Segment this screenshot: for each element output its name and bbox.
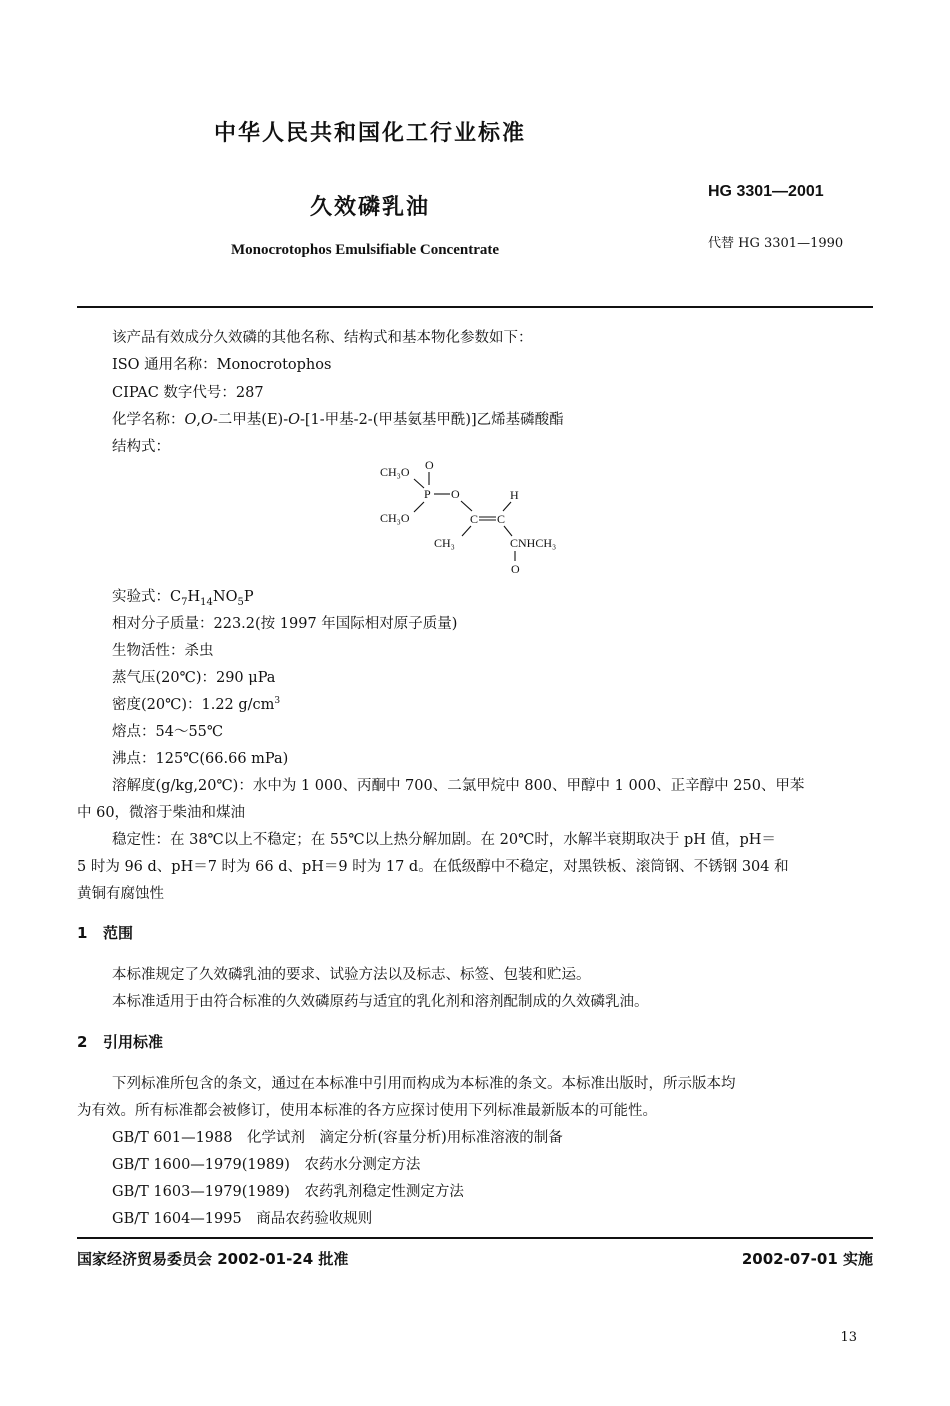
density: 密度(20℃)：1.22 $g/cm^3$ [112, 696, 281, 713]
structure-ch3: CH₃ [434, 536, 455, 550]
empirical-formula: 实验式：$C_7H_{14}NO_5P$ [112, 589, 254, 608]
footer-divider [77, 1237, 873, 1239]
cipac-code: CIPAC 数字代号：287 [112, 385, 264, 401]
stability-line-3: 黄铜有腐蚀性 [77, 886, 164, 902]
structure-o-top: O [425, 458, 434, 472]
industry-standard-title: 中华人民共和国化工行业标准 [213, 121, 526, 146]
structure-c1: C [470, 512, 479, 526]
structure-cnhch3: CNHCH₃ [510, 536, 557, 550]
structure-o-mid: O [451, 487, 460, 501]
structure-ch3o-bottom: CH₃O [380, 511, 410, 525]
section-1-heading: 1 范围 [77, 924, 134, 942]
document-title-en: Monocrotophos Emulsifiable Concentrate [230, 242, 500, 258]
structure-h: H [510, 488, 519, 502]
structure-bond-c-h [503, 502, 511, 511]
structure-c2: C [497, 512, 506, 526]
section-1-para-2: 本标准适用于由符合标准的久效磷原药与适宜的乳化剂和溶剂配制成的久效磷乳油。 [112, 994, 649, 1010]
structure-bond-c-ch3 [462, 526, 471, 536]
solubility-line-1: 溶解度(g/kg,20℃)：水中为 1 000、丙酮中 700、二氯甲烷中 800、甲醇中 1 000、正辛醇中 250、甲苯 [112, 778, 805, 794]
iso-common-name: ISO 通用名称：Monocrotophos [112, 357, 332, 373]
chemical-name: 化学名称：O,O-二甲基(E)-O-[1-甲基-2-(甲基氨基甲酰)]乙烯基磷酸酯 [112, 412, 564, 428]
section-2-heading: 2 引用标准 [77, 1033, 164, 1051]
approval-date: 国家经济贸易委员会 2002-01-24 批准 [77, 1250, 349, 1268]
intro-lead: 该产品有效成分久效磷的其他名称、结构式和基本物化参数如下： [112, 330, 533, 346]
reference-item: GB/T 1600—1979(1989) 农药水分测定方法 [112, 1157, 421, 1173]
structure-bond-o-c [461, 501, 472, 511]
vapor-pressure: 蒸气压(20℃)：290 μPa [112, 670, 276, 686]
replaces-standard: 代替 HG 3301—1990 [708, 236, 844, 251]
document-title-cn: 久效磷乳油 [309, 195, 430, 220]
boiling-point: 沸点：125℃(66.66 mPa) [112, 751, 289, 767]
section-2-para-line-1: 下列标准所包含的条文，通过在本标准中引用而构成为本标准的条文。本标准出版时，所示版本均 [112, 1076, 736, 1092]
structure-ch3o-top: CH₃O [380, 465, 410, 479]
structure-bond-ch3o-p-bottom [414, 502, 424, 512]
reference-item: GB/T 601—1988 化学试剂 滴定分析(容量分析)用标准溶液的制备 [112, 1130, 563, 1146]
melting-point: 熔点：54～55℃ [112, 724, 224, 740]
structure-bond-ch3o-p-top [414, 479, 424, 488]
standard-number: HG 3301—2001 [708, 183, 824, 200]
header-divider [77, 306, 873, 308]
structure-p: P [424, 487, 431, 501]
stability-line-2: 5 时为 96 d、pH＝7 时为 66 d、pH＝9 时为 17 d。在低级醇中不稳定，对黑铁板、滚筒钢、不锈钢 304 和 [77, 859, 789, 875]
page-number: 13 [840, 1330, 857, 1345]
molecular-mass: 相对分子质量：223.2(按 1997 年国际相对原子质量) [112, 616, 458, 632]
structure-label: 结构式： [112, 439, 170, 455]
stability-line-1: 稳定性：在 38℃以上不稳定；在 55℃以上热分解加剧。在 20℃时，水解半衰期取决于 pH 值，pH＝ [112, 832, 776, 848]
structure-bond-c-cnhch3 [504, 526, 512, 536]
section-2-para-line-2: 为有效。所有标准都会被修订，使用本标准的各方应探讨使用下列标准最新版本的可能性。 [77, 1103, 657, 1119]
structure-o-bottom: O [511, 562, 520, 575]
structural-formula [370, 455, 600, 575]
solubility-line-2: 中 60，微溶于柴油和煤油 [77, 805, 246, 821]
reference-item: GB/T 1604—1995 商品农药验收规则 [112, 1211, 373, 1227]
bioactivity: 生物活性：杀虫 [112, 643, 214, 659]
reference-item: GB/T 1603—1979(1989) 农药乳剂稳定性测定方法 [112, 1184, 464, 1200]
section-1-para-1: 本标准规定了久效磷乳油的要求、试验方法以及标志、标签、包装和贮运。 [112, 967, 591, 983]
effective-date: 2002-07-01 实施 [741, 1250, 873, 1268]
